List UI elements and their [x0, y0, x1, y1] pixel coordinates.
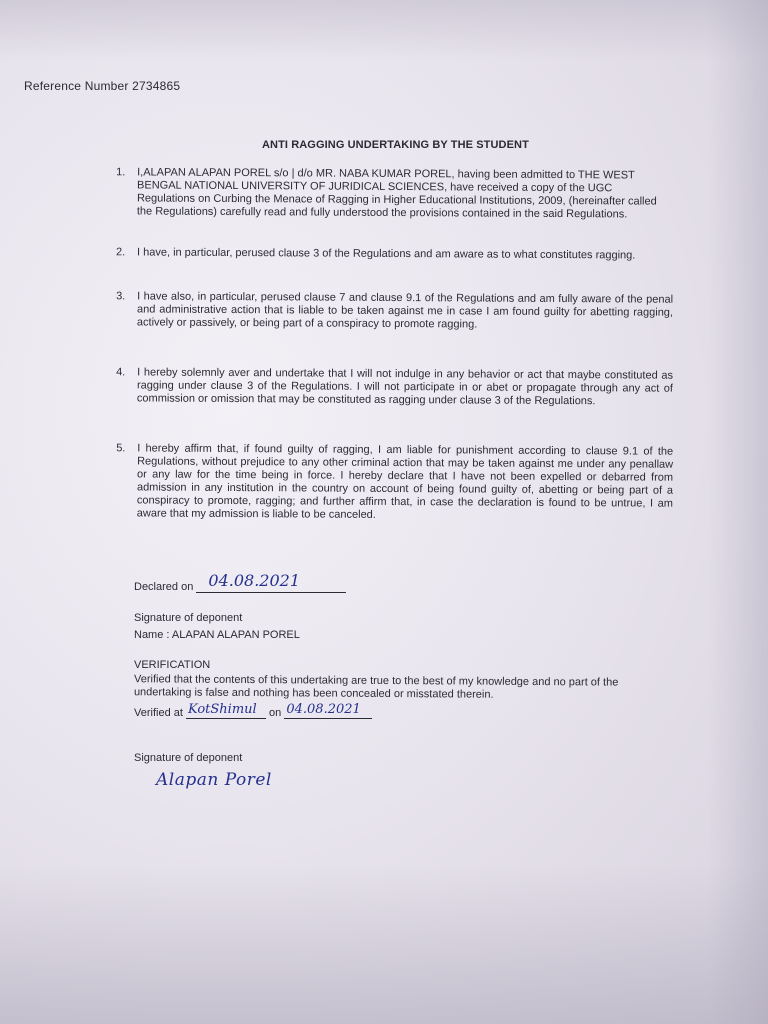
clause-number: 3. — [116, 290, 126, 303]
clause-text: I hereby affirm that, if found guilty of ragging, I am liable for punishment according to clause 9.1 of the Regulations, without prejudice to any other criminal action that may be taken against me under any penallaw or any law for the time being in force. I hereby declare that I have not been expelled or debarred from admission in any institution in the country on account of being found guilty of, abetting or being part of a conspiracy to promote, ragging; and further affirm that, in case the declaration is found to be untrue, I am aware that my admission is liable to be canceled. — [136, 442, 674, 521]
declared-on-label: Declared on — [134, 581, 194, 593]
verified-place-line — [186, 702, 266, 719]
handwritten-signature: Alapan Porel — [156, 770, 272, 790]
document-title: ANTI RAGGING UNDERTAKING BY THE STUDENT — [262, 139, 529, 151]
verified-date-line — [284, 702, 372, 719]
clause-5 — [116, 442, 676, 523]
verified-date-handwritten: 04.08.2021 — [286, 702, 361, 717]
verification-text: Verified that the contents of this undertaking are true to the best of my knowledge and no part of the undertaking is false and nothing has been concealed or misstated therein. — [133, 673, 619, 701]
clause-number: 1. — [116, 166, 126, 179]
clause-3 — [116, 290, 676, 332]
declared-date-line — [196, 571, 346, 593]
on-label: on — [269, 707, 282, 719]
clause-text: I,ALAPAN ALAPAN POREL s/o | d/o MR. NABA KUMAR POREL, having been admitted to THE WEST BENGAL NATIONAL UNIVERSITY OF JURIDICAL SCIENCES, have received a copy of the UGC Regulations on Curbing the Menace of Ragging in Higher Educational Institutions, 2009, (hereinafter called the Regulations) carefully read and fully understood the provisions contained in the said Regulations. — [136, 166, 657, 221]
declared-on-row — [134, 571, 346, 593]
signature-label-2: Signature of deponent — [134, 752, 243, 764]
clause-number: 4. — [116, 366, 126, 379]
deponent-name: Name : ALAPAN ALAPAN POREL — [134, 629, 300, 641]
clause-1 — [116, 166, 676, 221]
verified-place-handwritten: KotShimul — [187, 702, 257, 717]
verified-at-row — [134, 702, 372, 719]
clause-2 — [116, 246, 676, 262]
clause-4 — [116, 366, 676, 408]
clause-number: 2. — [115, 246, 126, 259]
signature-label: Signature of deponent — [134, 612, 243, 624]
verified-at-label: Verified at — [134, 707, 183, 719]
shadow-bottom — [0, 864, 768, 1024]
shadow-top — [0, 0, 768, 60]
declared-date-handwritten: 04.08.2021 — [208, 571, 300, 590]
verification-heading: VERIFICATION — [134, 659, 211, 671]
clause-text: I have, in particular, perused clause 3 of the Regulations and am aware as to what constitutes ragging. — [136, 246, 636, 262]
clause-number: 5. — [116, 442, 126, 455]
clause-text: I hereby solemnly aver and undertake that I will not indulge in any behavior or act that maybe constituted as ragging under clause 3 of the Regulations. I will not participate in or abet or propagate through any act of commission or omission that may be constituted as ragging under clause 3 of the Regulations. — [136, 366, 674, 408]
clause-text: I have also, in particular, perused clause 7 and clause 9.1 of the Regulations and am fully aware of the penal and administrative action that is liable to be taken against me in case I am found guilty for abetting ragging, actively or passively, or being part of a conspiracy to promote ragging. — [136, 290, 674, 331]
reference-number: Reference Number 2734865 — [24, 79, 181, 93]
